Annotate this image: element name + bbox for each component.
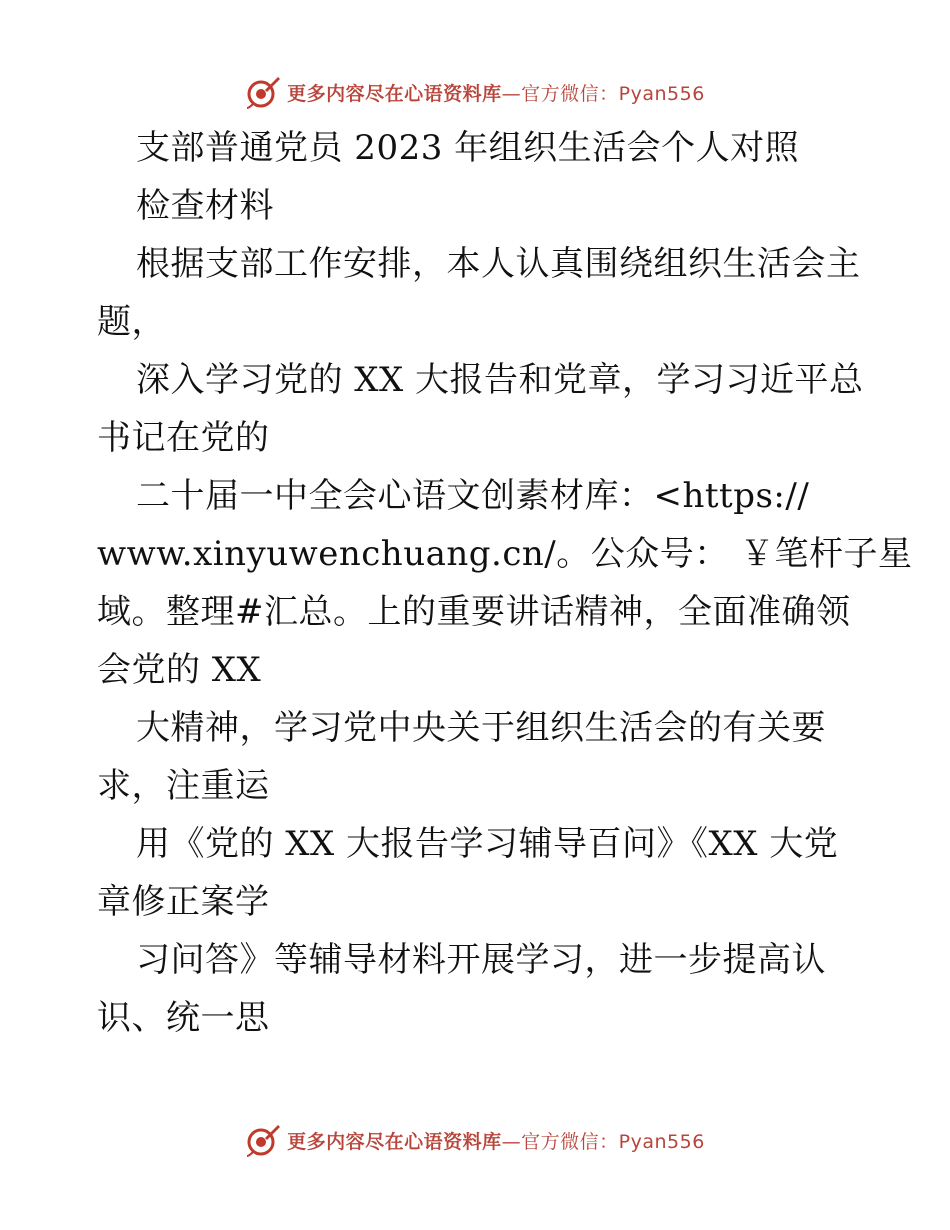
paragraph-line: 二十届一中全会心语文创素材库：<https:// — [136, 476, 810, 516]
pen-logo-icon — [245, 1122, 281, 1158]
footer-banner-text — [287, 1127, 705, 1154]
header-banner-sep: — — [501, 82, 522, 105]
paragraph-line: 章修正案学 — [97, 882, 270, 922]
document-title-line-1: 支部普通党员 2023 年组织生活会个人对照 — [136, 128, 800, 168]
paragraph-line: 深入学习党的 XX 大报告和党章，学习习近平总 — [136, 360, 864, 400]
paragraph-line: 书记在党的 — [97, 418, 270, 458]
footer-banner — [0, 1118, 950, 1162]
paragraph-line: 题， — [97, 302, 166, 342]
footer-banner-main: 更多内容尽在心语资料库 — [287, 1130, 502, 1153]
paragraph-line: 习问答》等辅导材料开展学习，进一步提高认 — [136, 940, 826, 980]
paragraph-line: 求，注重运 — [97, 766, 270, 806]
paragraph-line: 根据支部工作安排，本人认真围绕组织生活会主 — [136, 244, 861, 284]
document-title-line-2: 检查材料 — [136, 186, 274, 226]
paragraph-line: 大精神，学习党中央关于组织生活会的有关要 — [136, 708, 826, 748]
header-banner-main: 更多内容尽在心语资料库 — [287, 82, 502, 105]
paragraph-line: 会党的 XX — [97, 650, 262, 690]
header-banner-contact: 官方微信：Pyan556 — [521, 82, 705, 105]
paragraph-line: 域。整理#汇总。上的重要讲话精神，全面准确领 — [97, 592, 851, 632]
footer-banner-sep: — — [501, 1130, 522, 1153]
footer-banner-contact: 官方微信：Pyan556 — [521, 1130, 705, 1153]
paragraph-line: 识、统一思 — [97, 998, 270, 1038]
paragraph-line: 用《党的 XX 大报告学习辅导百问》《XX 大党 — [136, 824, 839, 864]
paragraph-line: www.xinyuwenchuang.cn/。公众号： ￥笔杆子星 — [97, 534, 913, 574]
